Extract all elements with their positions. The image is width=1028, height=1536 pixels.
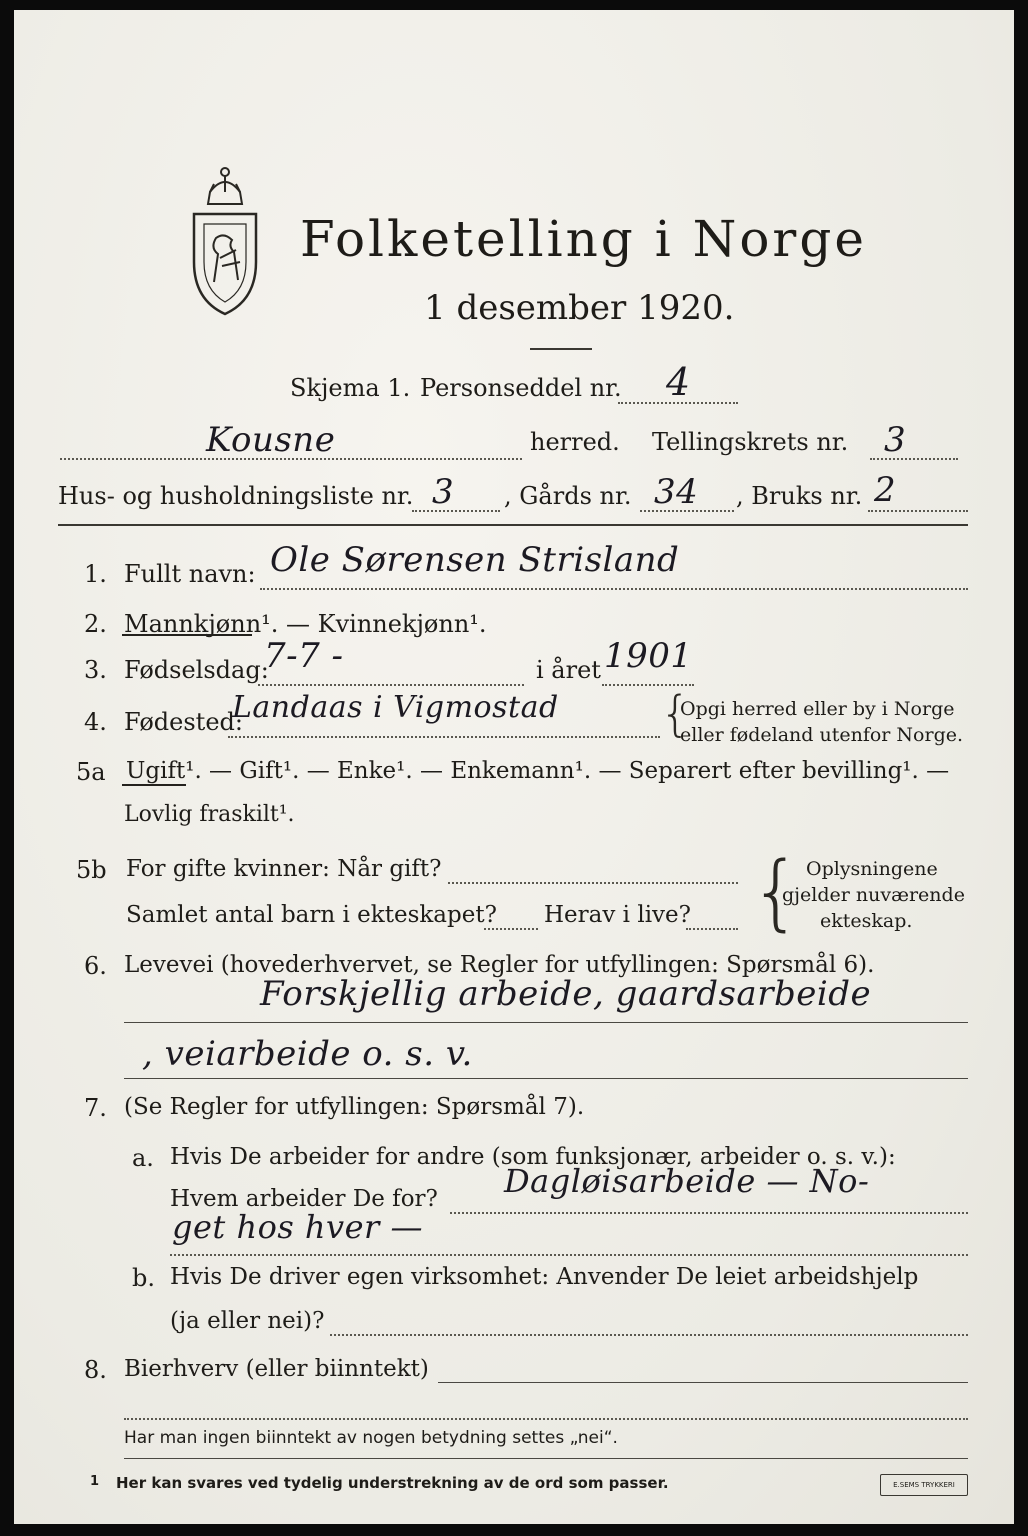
q8-line1 [438, 1382, 968, 1383]
q3-year-value: 1901 [604, 636, 693, 676]
q6-value-line1: Forskjellig arbeide, gaardsarbeide [260, 974, 872, 1014]
q7a-value-line2: get hos hver — [172, 1208, 424, 1246]
q7a-line-1 [450, 1212, 968, 1214]
q4-line [228, 736, 660, 738]
q4-brace: { [660, 686, 691, 742]
census-form [14, 10, 1014, 1524]
q3-label: Fødselsdag: [124, 656, 269, 684]
q8-label: Bierhverv (eller biinntekt) [124, 1356, 429, 1382]
q4-value: Landaas i Vigmostad [232, 690, 559, 725]
q5b-line2: Samlet antal barn i ekteskapet? [126, 902, 497, 928]
q5b-brace: { [750, 845, 803, 940]
q4-note-line2: eller fødeland utenfor Norge. [680, 724, 964, 746]
q7b-line [330, 1334, 968, 1336]
herred-label: herred. [530, 428, 620, 456]
q6-line1 [124, 1022, 968, 1023]
q3-value: 7-7 - [264, 636, 344, 676]
q7a-value-line1: Dagløisarbeide — No- [504, 1162, 870, 1200]
q6-label: Levevei (hovederhvervet, se Regler for utfyllingen: Spørsmål 6). [124, 952, 875, 978]
form-date: 1 desember 1920. [424, 288, 735, 328]
q4-number: 4. [84, 708, 107, 736]
q5a-line1: Ugift¹. — Gift¹. — Enke¹. — Enkemann¹. — Separert efter bevilling¹. — [126, 758, 950, 784]
q8-line2 [124, 1418, 968, 1420]
q8-number: 8. [84, 1356, 107, 1384]
q5a-underline-ugift [122, 784, 186, 786]
schema-label: Skjema 1. [290, 374, 411, 402]
bruks-label: , Bruks nr. [736, 482, 863, 510]
q1-line [260, 588, 968, 590]
header-rule [58, 524, 968, 526]
coat-of-arms-icon [180, 162, 270, 322]
q6-value-line2: , veiarbeide o. s. v. [142, 1034, 473, 1074]
person-nr-value: 4 [666, 360, 691, 404]
person-label: Personseddel nr. [420, 374, 622, 402]
q7-label: (Se Regler for utfyllingen: Spørsmål 7). [124, 1094, 585, 1120]
q5b-live-line [686, 928, 738, 930]
footer-note: Har man ingen biinntekt av nogen betydning settes „nei“. [124, 1428, 618, 1448]
q3-number: 3. [84, 656, 107, 684]
gards-value: 34 [654, 472, 699, 512]
q5b-line1: For gifte kvinner: Når gift? [126, 856, 442, 882]
q3-year-label: i året [536, 656, 601, 684]
q7a-line1: Hvis De arbeider for andre (som funksjonær, arbeider o. s. v.): [170, 1144, 896, 1170]
printer-stamp [880, 1474, 968, 1496]
form-title: Folketelling i Norge [300, 210, 867, 268]
gards-label: , Gårds nr. [504, 482, 632, 510]
q5b-barn-line [484, 928, 538, 930]
footer-rule [124, 1458, 968, 1459]
hus-label: Hus- og husholdningsliste nr. [58, 482, 414, 510]
q7b-letter: b. [132, 1264, 155, 1292]
q1-value: Ole Sørensen Strisland [270, 540, 680, 580]
q1-label: Fullt navn: [124, 560, 256, 588]
q7a-letter: a. [132, 1144, 154, 1172]
q5b-number: 5b [76, 856, 107, 884]
q5a-number: 5a [76, 758, 106, 786]
q2-number: 2. [84, 610, 107, 638]
q4-note-line1: Opgi herred eller by i Norge [680, 698, 955, 720]
q2-label: Mannkjønn¹. — Kvinnekjønn¹. [124, 610, 487, 638]
krets-value: 3 [884, 420, 907, 460]
q7b-line1: Hvis De driver egen virksomhet: Anvender De leiet arbeidshjelp [170, 1264, 919, 1290]
herred-value: Kousne [206, 420, 336, 460]
q5b-note-line3: ekteskap. [820, 910, 913, 932]
footnote-text: Her kan svares ved tydelig understrekning av de ord som passer. [116, 1474, 669, 1492]
bruks-line [868, 510, 968, 512]
q4-label: Fødested: [124, 708, 243, 736]
q7b-line2: (ja eller nei)? [170, 1308, 325, 1334]
q6-number: 6. [84, 952, 107, 980]
printer-stamp-text: E.SEMS TRYKKERI [893, 1481, 955, 1489]
q5b-line2b: Herav i live? [544, 902, 691, 928]
q5b-note-line1: Oplysningene [806, 858, 938, 880]
q5b-gift-line [448, 882, 738, 884]
q1-number: 1. [84, 560, 107, 588]
q5b-note-line2: gjelder nuværende [782, 884, 965, 906]
krets-label: Tellingskrets nr. [652, 428, 849, 456]
q7-number: 7. [84, 1094, 107, 1122]
q7a-line2: Hvem arbeider De for? [170, 1186, 438, 1212]
q3-line [258, 684, 524, 686]
hus-line [412, 510, 500, 512]
q2-underline-mannkjonn [122, 634, 252, 636]
title-divider [530, 348, 592, 350]
q6-line2 [124, 1078, 968, 1079]
q7a-line-2 [170, 1254, 968, 1256]
q5a-line2: Lovlig fraskilt¹. [124, 802, 295, 827]
hus-value: 3 [432, 472, 455, 512]
bruks-value: 2 [874, 470, 897, 510]
footnote-mark: 1 [90, 1474, 100, 1489]
